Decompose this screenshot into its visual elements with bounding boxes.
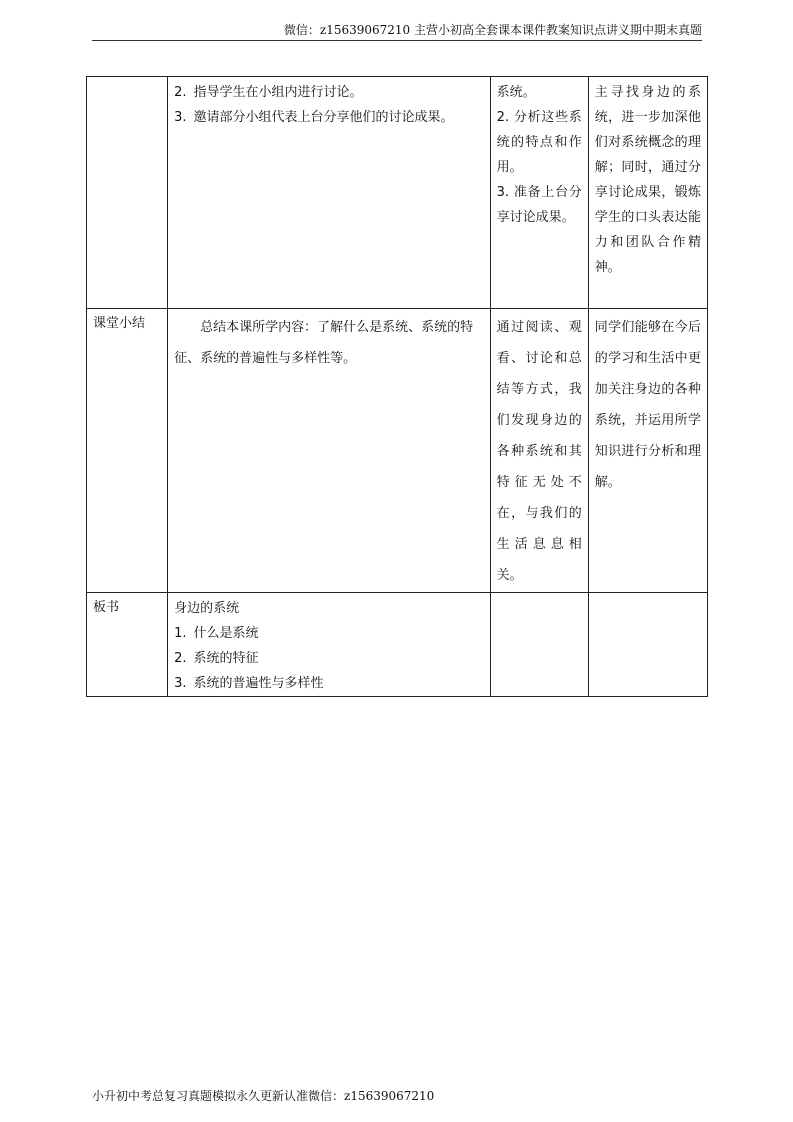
page-header: 微信：z15639067210 主营小初高全套课本课件教案知识点讲义期中期末真题 [92,20,702,41]
page-footer: 小升初中考总复习真题模拟永久更新认准微信：z15639067210 [92,1089,435,1103]
list-item: 3. 系统的普遍性与多样性 [174,676,324,691]
stage-cell: 板书 [87,593,168,697]
design-intent-cell: 主寻找身边的系统，进一步加深他们对系统概念的理解；同时，通过分享讨论成果，锻炼学生的口头表达能力和团队合作精神。 [588,77,707,309]
list-item: 3. 邀请部分小组代表上台分享他们的讨论成果。 [174,110,454,125]
board-title: 身边的系统 [174,601,240,616]
list-item: 2. 系统的特征 [174,651,259,666]
board-writing-cell [168,593,491,697]
lesson-plan-table [86,76,708,697]
table-row [87,77,708,309]
teacher-activity-cell: 总结本课所学内容：了解什么是系统、系统的特征、系统的普遍性与多样性等。 [168,309,491,593]
table-row [87,593,708,697]
teacher-activity-cell [168,77,491,309]
list-item: 1. 什么是系统 [174,626,259,641]
table-row [87,309,708,593]
design-intent-cell: 同学们能够在今后的学习和生活中更加关注身边的各种系统，并运用所学知识进行分析和理解。 [588,309,707,593]
stage-cell [87,77,168,309]
stage-cell: 课堂小结 [87,309,168,593]
empty-cell [588,593,707,697]
student-activity-cell: 系统。 2. 分析这些系统的特点和作用。 3. 准备上台分享讨论成果。 [490,77,588,309]
list-item: 2. 指导学生在小组内进行讨论。 [174,85,363,100]
student-activity-cell: 通过阅读、观看、讨论和总结等方式，我们发现身边的各种系统和其特征无处不在，与我们的生活息息相关。 [490,309,588,593]
empty-cell [490,593,588,697]
